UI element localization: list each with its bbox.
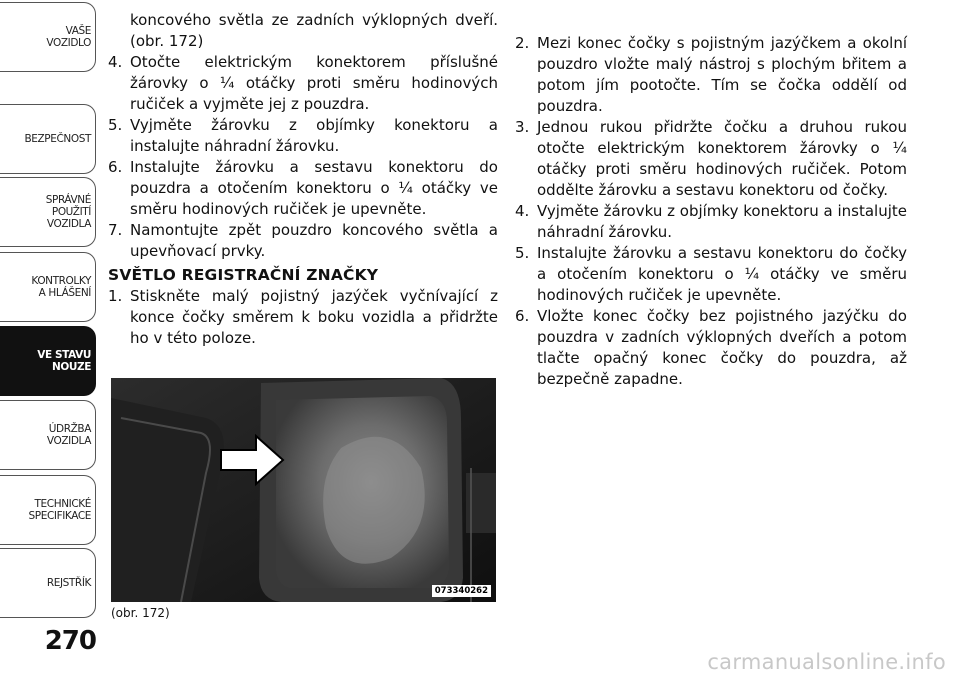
tab-bezpecnost[interactable] — [0, 104, 96, 174]
tab-spravne-pouziti-vozidla[interactable] — [0, 177, 96, 247]
tab-udrzba-vozidla[interactable] — [0, 400, 96, 470]
list-number: 6. — [515, 307, 530, 325]
tab-ve-stavu-nouze[interactable] — [0, 326, 96, 396]
list-text: Instalujte žárovku a sestavu konektoru do čočky a otočením konektoru o ¼ otáčky ve směru hodinových ručiček je upevněte. — [537, 244, 907, 304]
list-number: 7. — [108, 221, 123, 239]
watermark: carmanualsonline.info — [707, 650, 946, 674]
list-text: Vložte konec čočky bez pojistného jazýčku do pouzdra v zadních výklopných dveřích a potom tlačte opačný konec čočky do pouzdra, až bezpečně zapadne. — [537, 307, 907, 388]
list-item — [515, 201, 907, 243]
list-text: Instalujte žárovku a sestavu konektoru do pouzdra a otočením konektoru o ¼ otáčky ve směru hodinových ručiček je upevněte. — [130, 158, 498, 218]
list-text: Mezi konec čočky s pojistným jazýčkem a okolní pouzdro vložte malý nástroj s plochým břitem a potom jím pootočte. Tím se čočka oddělí od pouzdra. — [537, 34, 907, 115]
left-column — [108, 10, 498, 349]
page-number: 270 — [44, 626, 96, 656]
tab-vase-vozidlo[interactable] — [0, 2, 96, 72]
list-item — [515, 117, 907, 201]
figure-license-light — [111, 378, 496, 602]
figure-code: 073340262 — [432, 585, 491, 597]
list-item — [108, 157, 498, 220]
list-text: Stiskněte malý pojistný jazýček vyčnívající z konce čočky směrem k boku vozidla a přidržte ho v této poloze. — [130, 287, 498, 347]
list-item — [515, 243, 907, 306]
tab-label: ÚDRŽBA VOZIDLA — [46, 423, 91, 447]
license-light-photo — [111, 378, 496, 602]
sidebar — [0, 0, 100, 678]
list-item — [515, 306, 907, 390]
list-number: 6. — [108, 158, 123, 176]
continuation-text: koncového světla ze zadních výklopných dveří. (obr. 172) — [130, 11, 498, 50]
section-heading: SVĚTLO REGISTRAČNÍ ZNAČKY — [108, 266, 379, 284]
tab-label: VE STAVU NOUZE — [37, 349, 91, 373]
list-number: 5. — [108, 116, 123, 134]
list-number: 5. — [515, 244, 530, 262]
list-item — [108, 52, 498, 115]
tab-label: REJSTŘÍK — [46, 577, 91, 589]
list-number: 4. — [108, 53, 123, 71]
tab-label: KONTROLKY A HLÁŠENÍ — [31, 275, 91, 299]
list-text: Vyjměte žárovku z objímky konektoru a instalujte náhradní žárovku. — [130, 116, 498, 155]
list-number: 2. — [515, 34, 530, 52]
tab-rejstrik[interactable] — [0, 548, 96, 618]
list-text: Otočte elektrickým konektorem příslušné žárovky o ¼ otáčky proti směru hodinových ručiček a vyjměte jej z pouzdra. — [130, 53, 498, 113]
tab-label: TECHNICKÉ SPECIFIKACE — [28, 498, 91, 522]
tab-label: SPRÁVNÉ POUŽITÍ VOZIDLA — [45, 194, 91, 230]
figure-caption: (obr. 172) — [111, 606, 170, 620]
list-text: Namontujte zpět pouzdro koncového světla a upevňovací prvky. — [130, 221, 498, 260]
list-text: Vyjměte žárovku z objímky konektoru a instalujte náhradní žárovku. — [537, 202, 907, 241]
right-column — [515, 33, 907, 390]
tab-technicke-specifikace[interactable] — [0, 475, 96, 545]
list-item — [108, 220, 498, 262]
tab-label: BEZPEČNOST — [24, 133, 91, 145]
list-number: 3. — [515, 118, 530, 136]
list-item — [515, 33, 907, 117]
list-item — [108, 286, 498, 349]
list-number: 4. — [515, 202, 530, 220]
list-text: Jednou rukou přidržte čočku a druhou rukou otočte elektrickým konektorem žárovky o ¼ otáčky proti směru hodinových ručiček. Potom oddělte žárovku a sestavu konektoru od čočky. — [537, 118, 907, 199]
list-number: 1. — [108, 287, 123, 305]
tab-label: VAŠE VOZIDLO — [46, 25, 91, 49]
tab-kontrolky-a-hlaseni[interactable] — [0, 252, 96, 322]
list-item — [108, 115, 498, 157]
